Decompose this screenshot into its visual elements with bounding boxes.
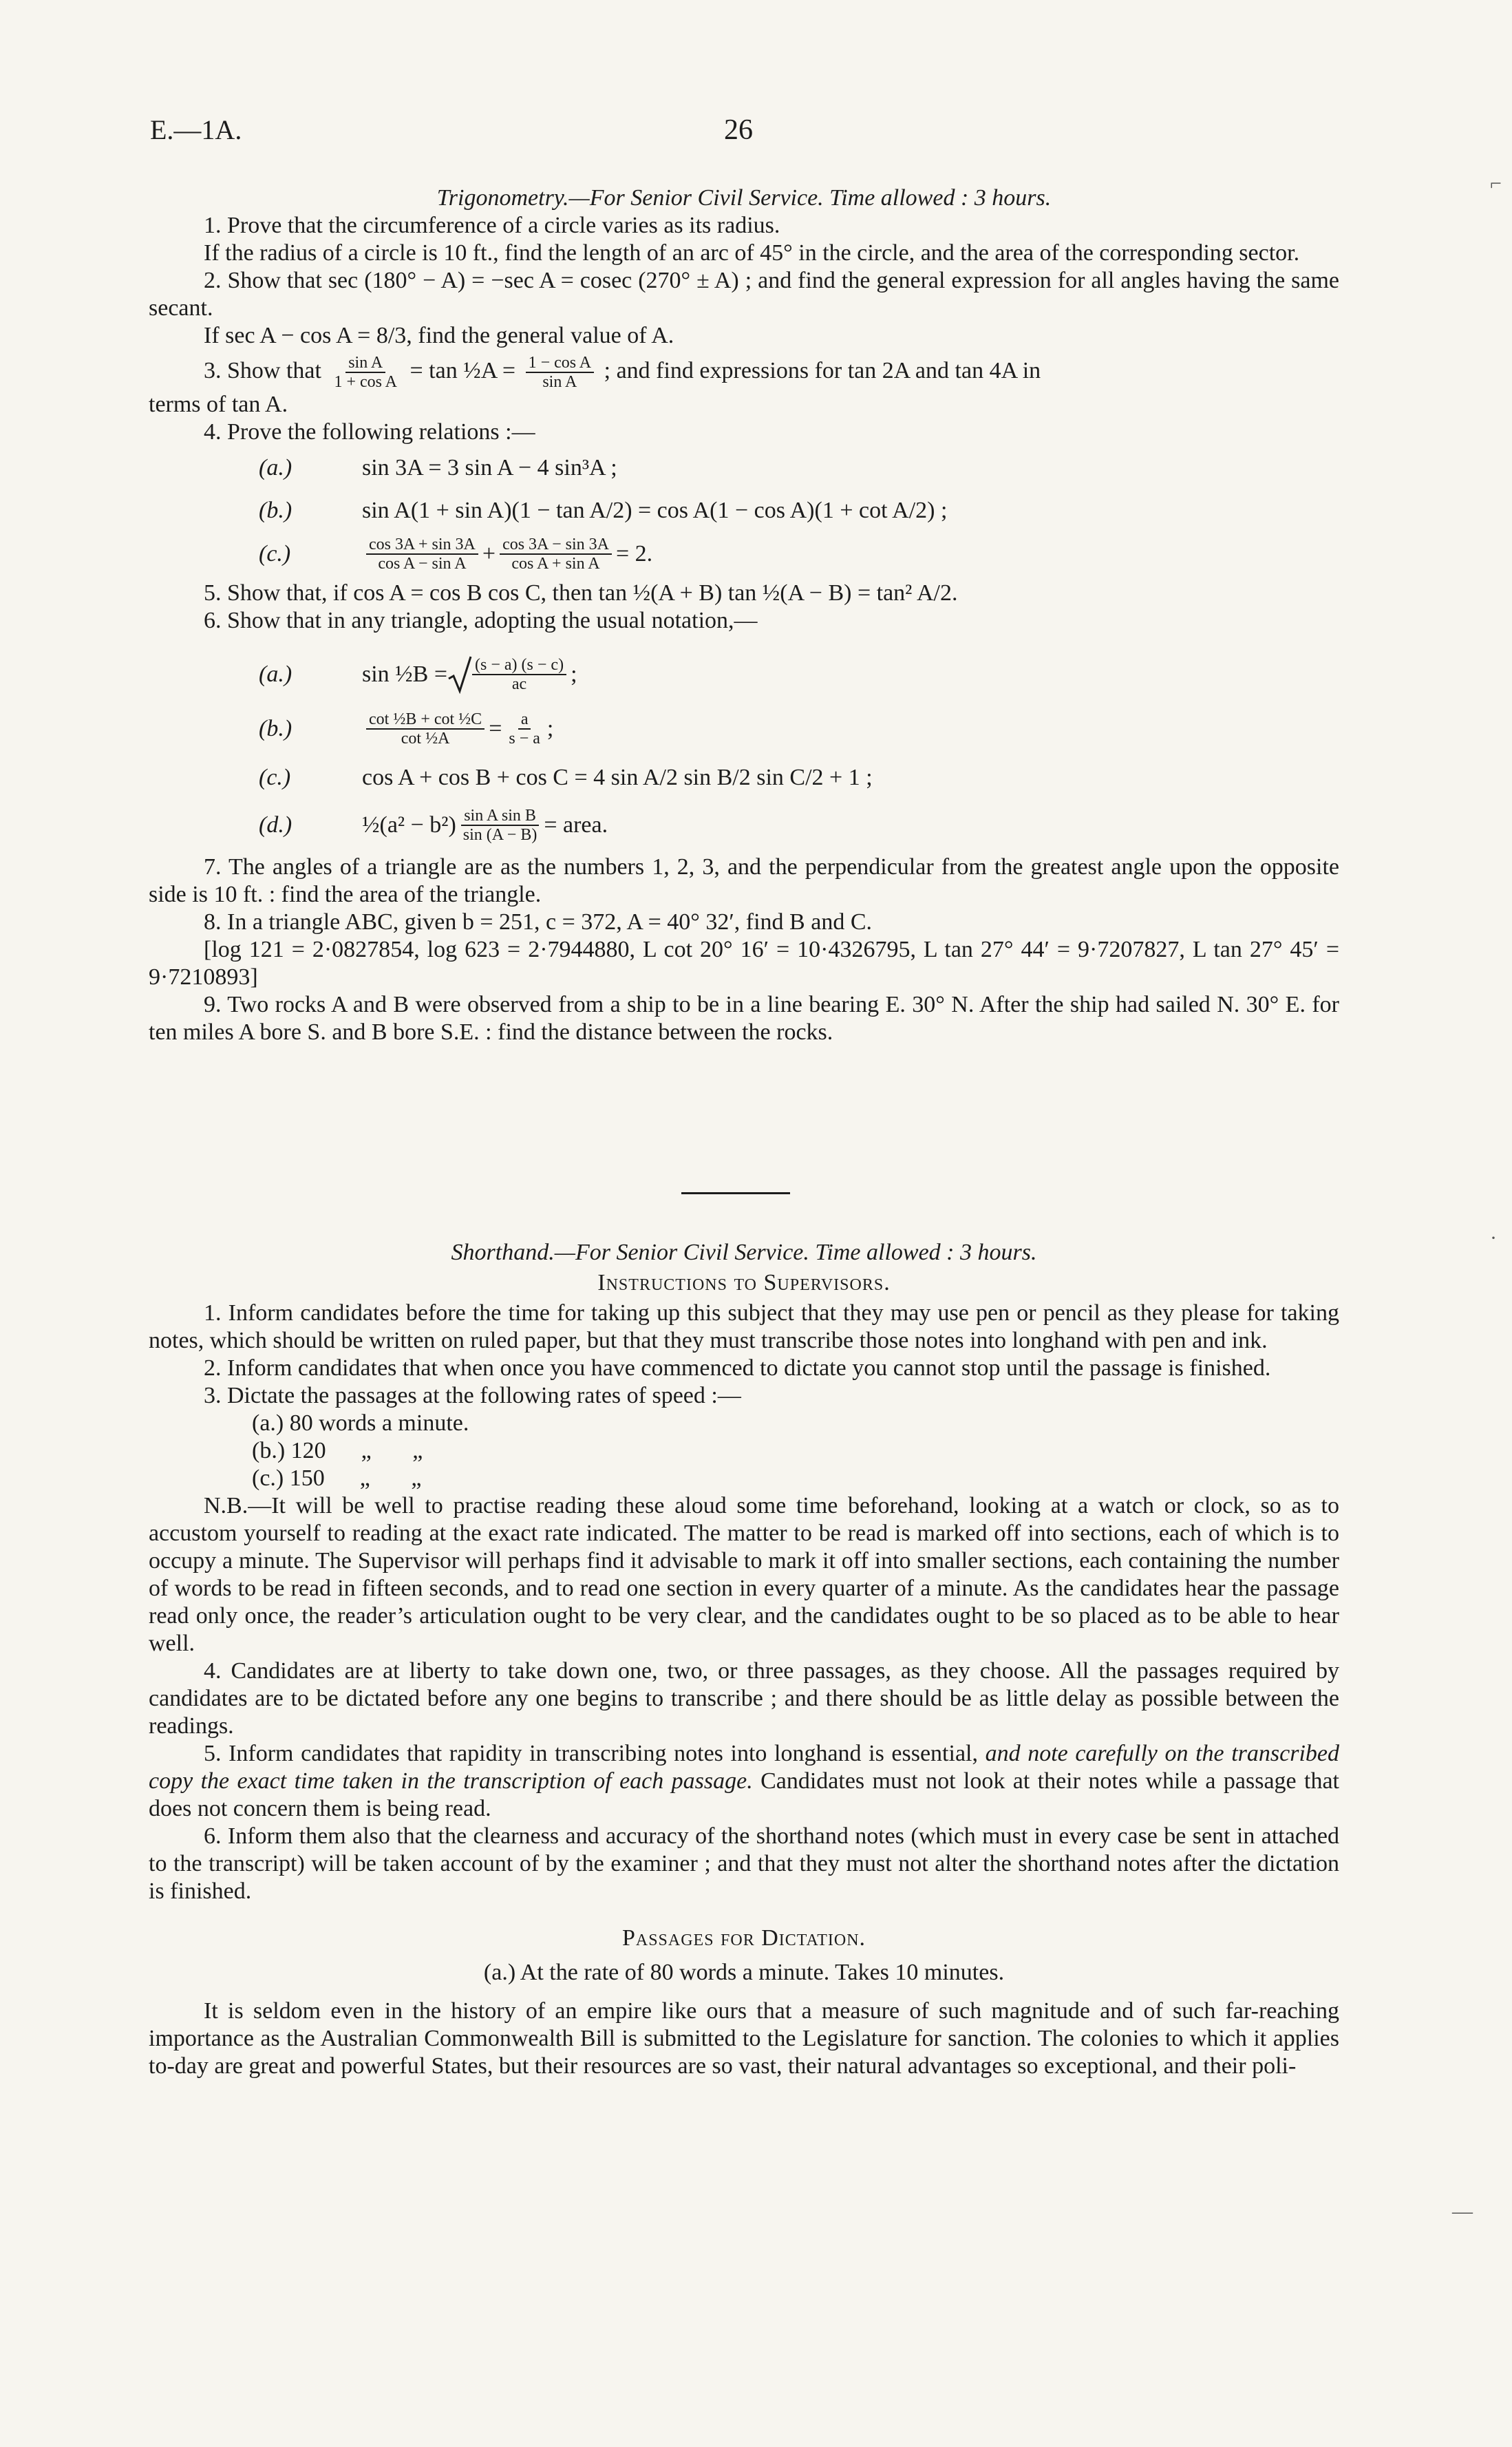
question-1b: If the radius of a circle is 10 ft., find the length of an arc of 45° in the circle, and the area of the corresponding sector. bbox=[204, 240, 1300, 266]
margin-mark: — bbox=[1452, 2200, 1473, 2223]
fraction: $\frac{\cos 3A - \sin 3A}{\text{cos A + sin A}}$ bbox=[500, 536, 612, 573]
question-4: 4. Prove the following relations :— bbox=[204, 419, 535, 445]
q4-item-a: (a.) sin 3A = 3 sin A − 4 sin³A ; bbox=[259, 455, 617, 480]
margin-mark: · bbox=[1490, 1227, 1497, 1249]
question-7: 7. The angles of a triangle are as the numbers 1, 2, 3, and the perpendicular from the greatest angle upon the opposite side is 10 ft. : find the area of the triangle. bbox=[149, 854, 1339, 907]
q6-item-d: (d.) ½(a² − b²) $\frac{\text{sin A sin B}}{\sin (A - B)}$ = area. bbox=[259, 807, 608, 844]
q6-item-b: (b.) $\frac{\text{cot ½B + cot ½C}}{\text{cot ½A}}$ = $\frac{a}{s - a}$ ; bbox=[259, 710, 554, 748]
radical-sign-icon bbox=[447, 655, 472, 694]
margin-mark: ⌐ bbox=[1490, 172, 1502, 195]
question-2b: If sec A − cos A = 8/3, find the general value of A. bbox=[204, 323, 674, 348]
question-5: 5. Show that, if cos A = cos B cos C, then tan ½(A + B) tan ½(A − B) = tan² A/2. bbox=[204, 580, 958, 606]
trigonometry-section bbox=[149, 184, 1339, 1046]
rate-b: (b.) 120 „ „ bbox=[252, 1438, 423, 1463]
instruction-3: 3. Dictate the passages at the following rates of speed :— bbox=[204, 1383, 741, 1408]
fraction: $\frac{\text{sin A sin B}}{\sin (A - B)}$ bbox=[460, 807, 540, 844]
fraction: $\frac{(s - a) (s - c)}{ac}$ bbox=[472, 656, 566, 693]
q6-item-c: (c.) cos A + cos B + cos C = 4 sin A/2 sin B/2 sin C/2 + 1 ; bbox=[259, 765, 873, 790]
section-divider bbox=[681, 1192, 790, 1194]
passage-a-rate: (a.) At the rate of 80 words a minute. Takes 10 minutes. bbox=[483, 1960, 1005, 1985]
shorthand-section bbox=[149, 1239, 1339, 2080]
square-root bbox=[447, 655, 571, 694]
instruction-5: 5. Inform candidates that rapidity in transcribing notes into longhand is essential, and note carefully on the transcribed copy the exact time taken in the transcription of each passage. Candidates must not look at their notes while a passage that does not concern them is being read. bbox=[149, 1741, 1339, 1821]
paper-code: E.—1A. bbox=[150, 114, 242, 145]
instruction-6: 6. Inform them also that the clearness and accuracy of the shorthand notes (which must in every case be sent in attached to the transcript) will be taken account of by the examiner ; and that they must not alter the shorthand notes after the dictation is finished. bbox=[149, 1823, 1339, 1904]
q4-item-c: (c.) $\frac{\cos 3A + \sin 3A}{\text{cos A − sin A}}$ + $\frac{\cos 3A - \sin 3A}{\text{cos A + sin A}}$ = 2. bbox=[259, 536, 653, 573]
fraction: $\frac{\text{1 − cos A}}{\text{sin A}}$ bbox=[526, 354, 595, 391]
fraction: $\frac{\text{sin A}}{\text{1 + cos A}}$ bbox=[334, 354, 397, 391]
question-3-tail: terms of tan A. bbox=[149, 392, 288, 417]
fraction: $\frac{\cos 3A + \sin 3A}{\text{cos A − sin A}}$ bbox=[366, 536, 478, 573]
shorthand-title: Shorthand.—For Senior Civil Service. Time allowed : 3 hours. bbox=[451, 1240, 1037, 1265]
page-number: 26 bbox=[724, 114, 753, 146]
rate-c: (c.) 150 „ „ bbox=[252, 1465, 422, 1491]
dictation-passage: It is seldom even in the history of an empire like ours that a measure of such magnitude and of such far-reaching importance as the Australian Commonwealth Bill is submitted to the Legislature for sanction. The colonies to which it applies to-day are great and powerful States, but their resources are so vast, their natural advantages so exceptional, and their poli- bbox=[149, 1998, 1339, 2079]
instruction-1: 1. Inform candidates before the time for taking up this subject that they may use pen or pencil as they please for taking notes, which should be written on ruled paper, but that they must transcribe those notes into longhand with pen and ink. bbox=[149, 1300, 1339, 1353]
trig-title: Trigonometry.—For Senior Civil Service. Time allowed : 3 hours. bbox=[436, 185, 1052, 211]
instruction-2: 2. Inform candidates that when once you have commenced to dictate you cannot stop until the passage is finished. bbox=[204, 1355, 1271, 1381]
question-8: 8. In a triangle ABC, given b = 251, c = 372, A = 40° 32′, find B and C. bbox=[204, 909, 872, 935]
q4-item-b: (b.) sin A(1 + sin A)(1 − tan A/2) = cos A(1 − cos A)(1 + cot A/2) ; bbox=[259, 498, 948, 523]
nota-bene: N.B.—It will be well to practise reading these aloud some time beforehand, looking at a watch or clock, so as to accustom yourself to reading at the exact rate indicated. The matter to be read is marked off into sections, each of which is to occupy a minute. The Supervisor will perhaps find it advisable to mark it off into smaller sections, each containing the number of words to be read in fifteen seconds, and to read one section in every quarter of a minute. As the candidates hear the passage read only once, the reader’s articulation ought to be very clear, and the candidates ought to be so placed as to be able to hear well. bbox=[149, 1493, 1339, 1656]
fraction: $\frac{\text{cot ½B + cot ½C}}{\text{cot ½A}}$ bbox=[366, 710, 485, 748]
question-1a: 1. Prove that the circumference of a circle varies as its radius. bbox=[204, 213, 780, 238]
instruction-4: 4. Candidates are at liberty to take down one, two, or three passages, as they choose. All the passages required by candidates are to be dictated before any one begins to transcribe ; and there should be as little delay as possible between the readings. bbox=[149, 1658, 1339, 1739]
q6-item-a: (a.) sin ½B = $\frac{(s - a) (s - c)}{ac}$ ; bbox=[259, 656, 577, 693]
question-8-logs: [log 121 = 2·0827854, log 623 = 2·7944880, L cot 20° 16′ = 10·4326795, L tan 27° 44′ = 9·7207827, L tan 27° 45′ = 9·7210893] bbox=[149, 937, 1339, 990]
fraction: $\frac{a}{s - a}$ bbox=[509, 710, 540, 748]
passages-heading: Passages for Dictation. bbox=[621, 1925, 866, 1951]
question-3: 3. Show that $\frac{\text{sin A}}{\text{1 + cos A}}$ = tan ½A = $\frac{\text{1 − cos A}}{\text{sin A}}$ ; and find expressions for tan 2A and tan 4A in bbox=[204, 354, 1041, 391]
question-9: 9. Two rocks A and B were observed from a ship to be in a line bearing E. 30° N. After the ship had sailed N. 30° E. for ten miles A bore S. and B bore S.E. : find the distance between the rocks. bbox=[149, 992, 1339, 1045]
instructions-heading: Instructions to Supervisors. bbox=[597, 1270, 891, 1295]
question-2a: 2. Show that sec (180° − A) = −sec A = cosec (270° ± A) ; and find the general expression for all angles having the same secant. bbox=[149, 268, 1339, 321]
rate-a: (a.) 80 words a minute. bbox=[252, 1410, 469, 1436]
question-6: 6. Show that in any triangle, adopting the usual notation,— bbox=[204, 608, 758, 633]
